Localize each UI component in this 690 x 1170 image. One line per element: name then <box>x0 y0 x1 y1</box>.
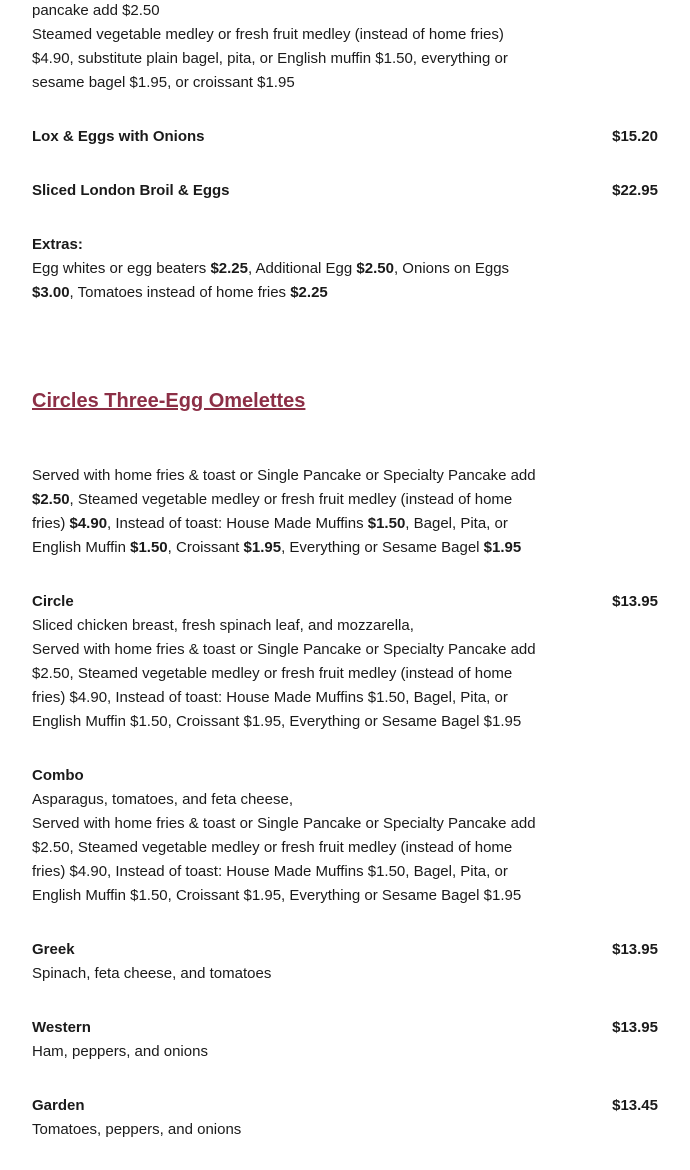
note-price: $1.50 <box>130 539 168 556</box>
served-with-note <box>32 464 542 560</box>
top-note <box>32 0 542 95</box>
item-description <box>32 614 542 734</box>
item-description <box>32 788 542 908</box>
item-description: Tomatoes, peppers, and onions <box>32 1121 242 1138</box>
note-price: $1.95 <box>483 539 522 556</box>
description-line: English Muffin $1.50, Croissant $1.95, Everything or Sesame Bagel $1.95 <box>32 887 522 904</box>
extras-price: $2.50 <box>356 260 394 277</box>
note-text: , Bagel, Pita, or <box>405 515 508 532</box>
item-price: $22.95 <box>612 182 658 199</box>
item-name: Circle <box>32 593 74 610</box>
menu-item-greek <box>32 938 658 986</box>
note-text: fries) <box>32 515 70 532</box>
item-name: Greek <box>32 941 75 958</box>
note-price: $2.50 <box>32 491 70 508</box>
note-text: , Everything or Sesame Bagel <box>281 539 484 556</box>
extras-text-part: , Onions on Eggs <box>393 260 510 277</box>
note-text: , Croissant <box>167 539 244 556</box>
description-line: Served with home fries & toast or Single Pancake or Specialty Pancake add <box>32 641 536 658</box>
description-line: Sliced chicken breast, fresh spinach leaf, and mozzarella, <box>32 617 414 634</box>
extras-label: Extras: <box>32 236 83 253</box>
menu-item-western <box>32 1016 658 1064</box>
item-price: $13.95 <box>612 593 658 610</box>
extras-block <box>32 233 658 305</box>
item-name: Sliced London Broil & Eggs <box>32 182 230 199</box>
note-price: $4.90 <box>69 515 108 532</box>
item-price: $13.45 <box>612 1097 658 1114</box>
description-line: $2.50, Steamed vegetable medley or fresh fruit medley (instead of home <box>32 839 513 856</box>
menu-item-circle <box>32 590 658 734</box>
item-name: Lox & Eggs with Onions <box>32 128 205 145</box>
extras-text <box>32 257 542 305</box>
item-price: $13.95 <box>612 1019 658 1036</box>
extras-text-part: , Additional Egg <box>248 260 357 277</box>
note-line: pancake add $2.50 <box>32 2 160 19</box>
extras-price: $3.00 <box>32 284 70 301</box>
item-price: $13.95 <box>612 941 658 958</box>
extras-price: $2.25 <box>290 284 328 301</box>
description-line: English Muffin $1.50, Croissant $1.95, Everything or Sesame Bagel $1.95 <box>32 713 522 730</box>
item-name: Western <box>32 1019 91 1036</box>
menu-item-combo <box>32 764 658 908</box>
item-description: Spinach, feta cheese, and tomatoes <box>32 965 272 982</box>
note-price: $1.95 <box>243 539 282 556</box>
description-line: Served with home fries & toast or Single Pancake or Specialty Pancake add <box>32 815 536 832</box>
note-line: sesame bagel $1.95, or croissant $1.95 <box>32 74 295 91</box>
note-text: , Steamed vegetable medley or fresh fruit medley (instead of home <box>69 491 513 508</box>
description-line: fries) $4.90, Instead of toast: House Made Muffins $1.50, Bagel, Pita, or <box>32 689 508 706</box>
note-text: Served with home fries & toast or Single Pancake or Specialty Pancake add <box>32 467 536 484</box>
description-line: $2.50, Steamed vegetable medley or fresh fruit medley (instead of home <box>32 665 513 682</box>
note-text: , Instead of toast: House Made Muffins <box>107 515 368 532</box>
item-name: Combo <box>32 767 84 784</box>
extras-text-part: , Tomatoes instead of home fries <box>69 284 291 301</box>
menu-item-garden <box>32 1094 658 1142</box>
extras-price: $2.25 <box>210 260 248 277</box>
item-name: Garden <box>32 1097 85 1114</box>
description-line: Asparagus, tomatoes, and feta cheese, <box>32 791 293 808</box>
note-price: $1.50 <box>367 515 406 532</box>
note-line: Steamed vegetable medley or fresh fruit medley (instead of home fries) <box>32 26 504 43</box>
menu-item-london-broil <box>32 179 658 203</box>
item-price: $15.20 <box>612 128 658 145</box>
extras-text-part: Egg whites or egg beaters <box>32 260 211 277</box>
description-line: fries) $4.90, Instead of toast: House Made Muffins $1.50, Bagel, Pita, or <box>32 863 508 880</box>
section-heading-omelettes[interactable]: Circles Three-Egg Omelettes <box>32 390 306 412</box>
note-line: $4.90, substitute plain bagel, pita, or English muffin $1.50, everything or <box>32 50 508 67</box>
note-text: English Muffin <box>32 539 131 556</box>
menu-item-lox <box>32 125 658 149</box>
item-description: Ham, peppers, and onions <box>32 1043 208 1060</box>
